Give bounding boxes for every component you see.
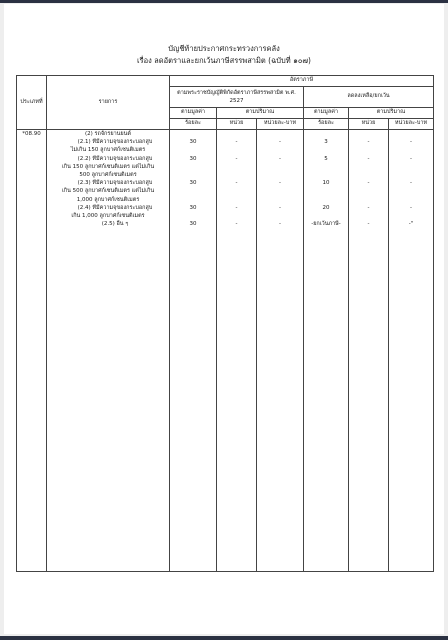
header-baht-per-unit: หน่วยละ-บาท xyxy=(257,119,304,130)
cell-act-percent xyxy=(170,130,217,572)
value-line: - xyxy=(279,139,281,146)
cell-act-unit xyxy=(217,130,257,572)
value-line: - xyxy=(235,221,238,228)
value-line xyxy=(391,171,431,179)
value-line: - xyxy=(279,204,281,211)
value-line xyxy=(172,130,214,138)
value-line xyxy=(172,146,214,154)
value-line: - xyxy=(235,180,238,187)
value-line: - xyxy=(279,155,281,162)
value-line xyxy=(351,196,386,204)
viewer-bottom-bar xyxy=(0,636,448,640)
tax-rate-table xyxy=(16,75,434,572)
header-by-value-reduced: ตามมูลค่า xyxy=(304,108,349,119)
value-line xyxy=(306,163,346,171)
viewer-top-bar xyxy=(0,0,448,3)
item-line: (2.3) ที่มีความจุของกระบอกสูบ xyxy=(77,180,153,187)
item-line: เกิน 150 ลูกบาศก์เซนติเมตร แต่ไม่เกิน xyxy=(61,163,155,170)
value-line xyxy=(219,187,254,195)
value-line: 30 xyxy=(189,221,197,228)
value-line: - xyxy=(235,139,238,146)
item-line: (2.4) ที่มีความจุของกระบอกสูบ xyxy=(77,204,153,211)
value-line xyxy=(219,130,254,138)
value-line xyxy=(391,146,431,154)
value-line xyxy=(259,130,301,138)
value-line xyxy=(259,171,301,179)
cell-act-baht xyxy=(257,130,304,572)
header-percent-reduced: ร้อยละ xyxy=(304,119,349,130)
cell-code xyxy=(17,130,47,572)
cell-item xyxy=(47,130,170,572)
value-line: -" xyxy=(408,221,414,228)
item-line: เกิน 500 ลูกบาศก์เซนติเมตร แต่ไม่เกิน xyxy=(61,188,155,195)
value-line xyxy=(351,187,386,195)
value-line xyxy=(172,212,214,220)
value-line xyxy=(219,171,254,179)
header-item: รายการ xyxy=(47,76,170,130)
document-subtitle: เรื่อง ลดอัตราและยกเว้นภาษีสรรพสามิต (ฉบับที่ ๑๐๗) xyxy=(137,56,311,65)
value-line xyxy=(351,212,386,220)
value-line xyxy=(391,163,431,171)
document-title: บัญชีท้ายประกาศกระทรวงการคลัง xyxy=(168,44,280,53)
item-line: 1,000 ลูกบาศก์เซนติเมตร xyxy=(76,196,140,203)
value-line: - xyxy=(410,139,413,146)
header-percent: ร้อยละ xyxy=(170,119,217,130)
value-line: - xyxy=(410,155,413,162)
value-line xyxy=(259,212,301,220)
value-line xyxy=(172,196,214,204)
item-line: ไม่เกิน 150 ลูกบาศก์เซนติเมตร xyxy=(70,147,146,154)
value-line: - xyxy=(367,139,370,146)
value-line xyxy=(259,196,301,204)
value-line xyxy=(391,130,431,138)
value-line xyxy=(259,163,301,171)
value-line xyxy=(306,146,346,154)
value-line xyxy=(351,130,386,138)
value-line xyxy=(391,212,431,220)
value-line: -ยกเว้นภาษี- xyxy=(311,221,341,228)
value-line: - xyxy=(367,221,370,228)
value-line xyxy=(219,163,254,171)
value-line: - xyxy=(235,155,238,162)
document-page xyxy=(4,4,444,634)
value-line xyxy=(219,212,254,220)
value-line: - xyxy=(410,204,413,211)
header-by-quantity: ตามปริมาณ xyxy=(217,108,304,119)
value-line: - xyxy=(367,155,370,162)
header-group-reduced: ลดลงเหลือ/ยกเว้น xyxy=(304,87,434,108)
value-line: 30 xyxy=(189,155,197,162)
value-line: 30 xyxy=(189,204,197,211)
header-by-quantity-reduced: ตามปริมาณ xyxy=(349,108,434,119)
value-line: - xyxy=(367,204,370,211)
header-by-value: ตามมูลค่า xyxy=(170,108,217,119)
value-line xyxy=(351,171,386,179)
value-line xyxy=(351,146,386,154)
value-line: - xyxy=(279,221,281,228)
header-unit-reduced: หน่วย xyxy=(349,119,389,130)
item-line: 500 ลูกบาศก์เซนติเมตร xyxy=(79,171,137,178)
value-line: 30 xyxy=(189,139,197,146)
cell-reduced-percent xyxy=(304,130,349,572)
value-line: 5 xyxy=(324,155,328,162)
value-line: - xyxy=(235,204,238,211)
value-line xyxy=(306,130,346,138)
value-line xyxy=(259,146,301,154)
value-line: - xyxy=(410,180,413,187)
value-line: - xyxy=(367,180,370,187)
header-group-act: ตามพระราชบัญญัติพิกัดอัตราภาษีสรรพสามิต พ.ศ. 2527 xyxy=(170,87,304,108)
value-line: 30 xyxy=(189,180,197,187)
value-line xyxy=(306,171,346,179)
cell-reduced-baht xyxy=(389,130,434,572)
value-line xyxy=(219,146,254,154)
item-line: (2.2) ที่มีความจุของกระบอกสูบ xyxy=(77,155,153,162)
value-line xyxy=(219,196,254,204)
value-line xyxy=(172,171,214,179)
item-line: (2.5) อื่น ๆ xyxy=(101,221,129,228)
value-line: 3 xyxy=(324,139,328,146)
value-line: 10 xyxy=(322,180,330,187)
item-line: (2.1) ที่มีความจุของกระบอกสูบ xyxy=(77,139,153,146)
value-line xyxy=(391,196,431,204)
header-tax-rate: อัตราภาษี xyxy=(170,76,434,87)
value-line xyxy=(306,196,346,204)
value-line xyxy=(306,212,346,220)
item-line: เกิน 1,000 ลูกบาศก์เซนติเมตร xyxy=(71,212,145,219)
header-unit: หน่วย xyxy=(217,119,257,130)
value-line xyxy=(391,187,431,195)
header-baht-per-unit-reduced: หน่วยละ-บาท xyxy=(389,119,434,130)
header-code: ประเภทที่ xyxy=(17,76,47,130)
table-row xyxy=(17,130,434,572)
value-line xyxy=(306,187,346,195)
code-text: *08.90 xyxy=(22,131,41,137)
value-line xyxy=(172,187,214,195)
value-line xyxy=(259,187,301,195)
value-line: 20 xyxy=(322,204,330,211)
value-line: - xyxy=(279,180,281,187)
item-line: (2) รถจักรยานยนต์ xyxy=(85,131,131,137)
value-line xyxy=(351,163,386,171)
cell-reduced-unit xyxy=(349,130,389,572)
value-line xyxy=(172,163,214,171)
